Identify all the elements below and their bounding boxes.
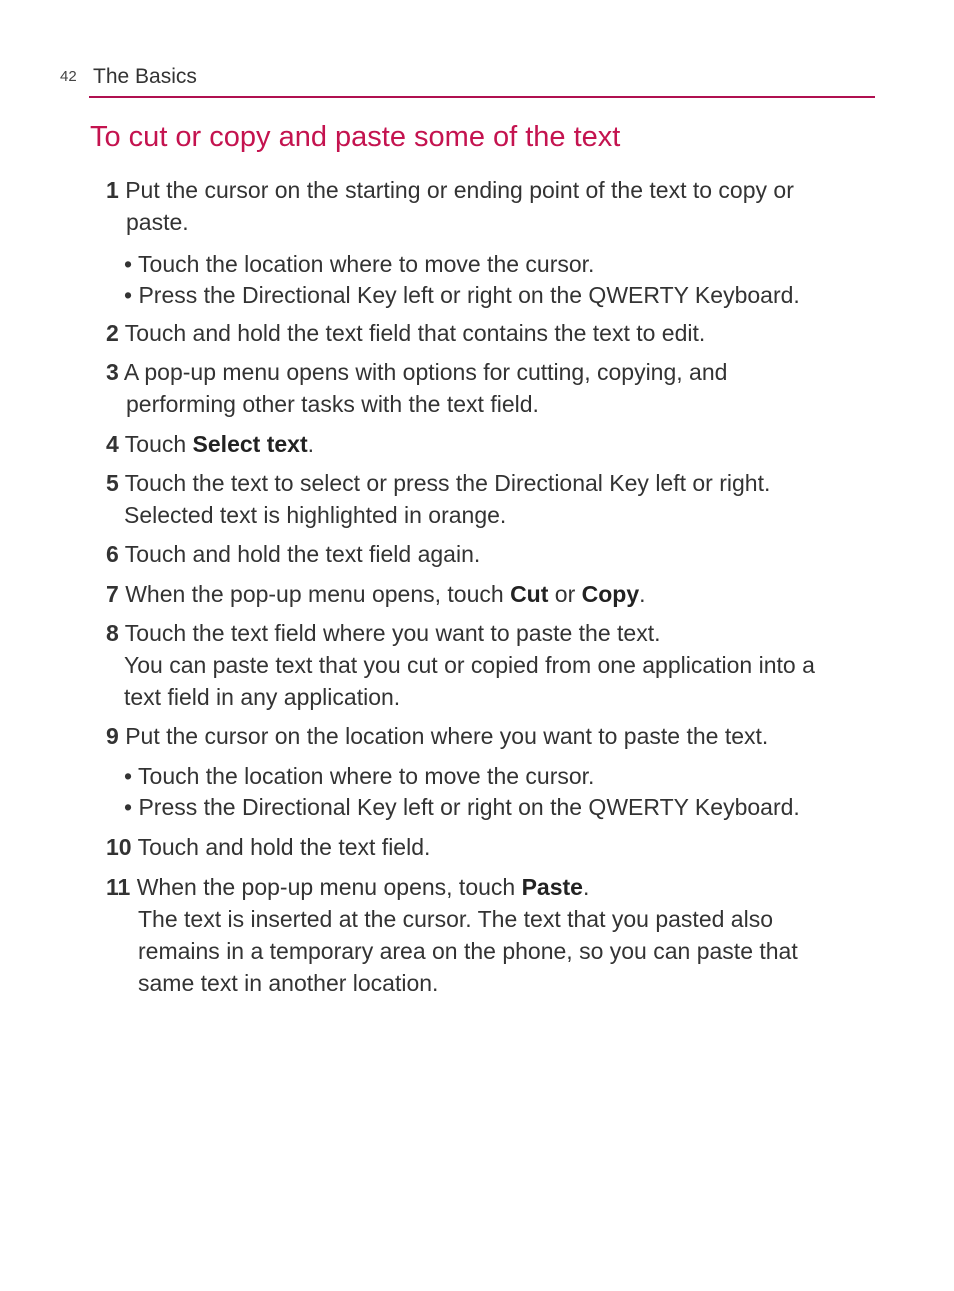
step-number: 1 (106, 177, 119, 203)
step-text-cont: paste. (126, 209, 189, 235)
step-text: Put the cursor on the location where you want to paste the text. (125, 723, 769, 749)
step-text-cont: Selected text is highlighted in orange. (124, 502, 507, 528)
step-6 (106, 538, 876, 570)
header-divider (89, 96, 875, 98)
step-9 (106, 720, 876, 820)
step-text: Touch the text field where you want to paste the text. (124, 620, 661, 646)
punctuation: . (639, 581, 646, 607)
punctuation: . (582, 874, 590, 900)
bullet-item: • Press the Directional Key left or right on the QWERTY Keyboard. (124, 794, 800, 820)
step-text: Touch and hold the text field that contains the text to edit. (124, 320, 706, 346)
bullet-item: • Touch the location where to move the cursor. (124, 763, 595, 789)
punctuation: . (307, 431, 314, 457)
step-7 (106, 578, 876, 610)
step-text-cont: text field in any application. (124, 684, 401, 710)
step-number: 11 (106, 874, 131, 900)
step-3 (106, 356, 876, 420)
step-text: Put the cursor on the starting or ending point of the text to copy or (125, 177, 794, 203)
step-text: Touch the text to select or press the Directional Key left or right. (124, 470, 771, 496)
step-text: Touch (124, 431, 193, 457)
page-header (60, 62, 875, 98)
step-number: 2 (106, 320, 119, 346)
step-text: When the pop-up menu opens, touch (125, 581, 511, 607)
paste-label: Paste (521, 874, 583, 900)
page-title: To cut or copy and paste some of the text (90, 121, 621, 153)
step-8 (106, 617, 876, 713)
page-number: 42 (60, 68, 77, 85)
step-text-cont: You can paste text that you cut or copied from one application into a (124, 652, 815, 678)
step-text: A pop-up menu opens with options for cutting, copying, and (123, 359, 728, 385)
step-text-cont: remains in a temporary area on the phone, so you can paste that (138, 938, 798, 964)
step-number: 5 (106, 470, 119, 496)
step-2 (106, 317, 876, 349)
step-number: 10 (106, 834, 132, 860)
select-text-label: Select text (192, 431, 308, 457)
step-5 (106, 467, 876, 531)
step-1 (106, 174, 876, 308)
cut-label: Cut (510, 581, 549, 607)
step-number: 9 (106, 723, 119, 749)
step-number: 7 (106, 581, 119, 607)
section-name: The Basics (93, 65, 197, 88)
step-number: 3 (106, 359, 119, 385)
step-text: When the pop-up menu opens, touch (136, 874, 522, 900)
step-text-cont: performing other tasks with the text field. (126, 391, 539, 417)
step-11 (106, 871, 876, 999)
step-text: Touch and hold the text field. (137, 834, 431, 860)
step-text-cont: same text in another location. (138, 970, 439, 996)
step-number: 4 (106, 431, 119, 457)
step-number: 8 (106, 620, 119, 646)
step-4 (106, 428, 876, 460)
bullet-item: • Press the Directional Key left or right on the QWERTY Keyboard. (124, 282, 800, 308)
step-number: 6 (106, 541, 119, 567)
step-text: Touch and hold the text field again. (124, 541, 481, 567)
step-10 (106, 831, 876, 863)
copy-label: Copy (581, 581, 640, 607)
bullet-item: • Touch the location where to move the cursor. (124, 251, 595, 277)
step-text-cont: The text is inserted at the cursor. The text that you pasted also (138, 906, 773, 932)
step-text: or (548, 581, 582, 607)
